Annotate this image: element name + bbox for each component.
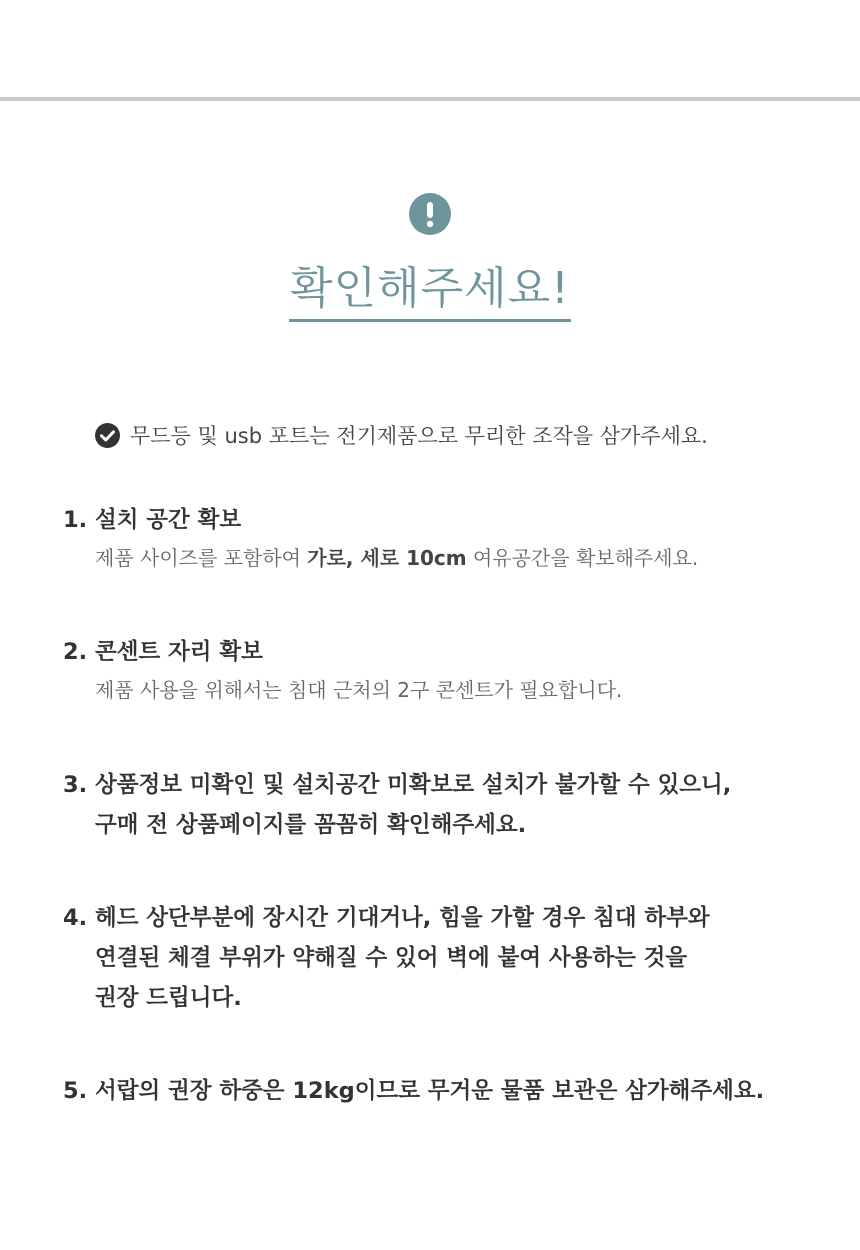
desc-highlight: 가로, 세로 10cm [307,546,467,570]
item-title-text: 콘센트 자리 확보 [95,639,263,665]
item-line: 서랍의 권장 하중은 12kg이므로 무거운 물품 보관은 삼가해주세요. [95,1078,765,1104]
exclamation-circle-icon [409,193,451,235]
check-circle-icon [95,423,120,448]
item-number: 2. [63,639,88,665]
item-3 [63,765,731,845]
item-4 [63,898,710,1018]
item-line: 권장 드립니다. [95,985,242,1011]
item-line: 헤드 상단부분에 장시간 기대거나, 힘을 가할 경우 침대 하부와 [95,905,710,931]
item-description: 제품 사용을 위해서는 침대 근처의 2구 콘센트가 필요합니다. [95,678,623,702]
item-number: 4. [63,905,88,931]
item-line: 구매 전 상품페이지를 꼼꼼히 확인해주세요. [95,812,527,838]
item-number: 1. [63,507,88,533]
item-5 [63,1071,764,1111]
item-title-text: 설치 공간 확보 [95,507,242,533]
item-line: 연결된 체결 부위가 약해질 수 있어 벽에 붙여 사용하는 것을 [95,945,688,971]
item-1 [63,500,698,576]
item-line: 상품정보 미확인 및 설치공간 미확보로 설치가 불가할 수 있으니, [95,772,732,798]
notice-row [95,420,708,450]
heading-container [0,262,860,322]
top-divider [0,97,860,101]
item-description [63,540,698,576]
desc-text: 제품 사이즈를 포함하여 [95,546,308,570]
item-title [63,500,698,540]
item-number: 3. [63,772,88,798]
item-number: 5. [63,1078,88,1104]
notice-text: 무드등 및 usb 포트는 전기제품으로 무리한 조작을 삼가주세요. [130,424,708,448]
desc-text: 여유공간을 확보해주세요. [466,546,699,570]
item-title [63,1071,764,1111]
item-title [63,632,622,672]
item-2 [63,632,622,708]
item-title [63,765,731,845]
item-title [63,898,710,1018]
page-title: 확인해주세요! [289,262,571,322]
